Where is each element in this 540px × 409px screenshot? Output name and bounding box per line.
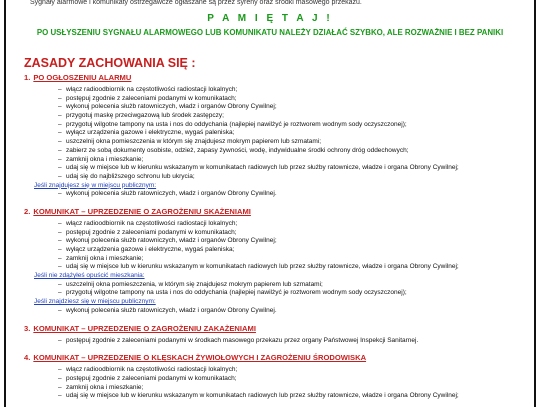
section — [24, 353, 519, 409]
dash-bullet-icon: – — [58, 237, 62, 245]
list-item — [24, 237, 519, 246]
section-number: 2. — [24, 206, 31, 216]
list-item-text: zabierz ze sobą dokumenty osobiste, odzież, zapasy żywności, wodę, indywidualne środki ochrony dróg oddechowych; — [66, 146, 409, 154]
sub-heading: Jeśli nie zdążyłeś opuścić mieszkania: — [34, 272, 145, 280]
dash-bullet-icon: – — [58, 120, 62, 128]
list-item-text: postępuj zgodnie z zaleceniami podanymi w komunikatach; — [66, 94, 237, 102]
list-item-text: wykonuj polecenia służb ratowniczych, władz i organów Obrony Cywilnej; — [66, 103, 277, 111]
list-item — [24, 103, 519, 112]
section-spacer — [24, 199, 519, 207]
list-item-text: postępuj zgodnie z zaleceniami podanymi w środkach masowego przekazu przez organy Państwowej Inspekcji Sanitarnej. — [66, 336, 419, 344]
sub-heading: Jeśli znajdujesz się w miejscu publicznym: — [34, 181, 157, 189]
list-item — [24, 366, 519, 375]
sections-container — [24, 73, 519, 409]
section-number: 4. — [24, 353, 31, 363]
dash-bullet-icon: – — [58, 86, 62, 93]
dash-bullet-icon: – — [58, 164, 62, 172]
list-item-text: wykonuj polecenia służb ratowniczych, władz i organów Obrony Cywilnej. — [66, 190, 277, 198]
section-title — [24, 324, 519, 334]
page-border-left — [4, 0, 6, 407]
list-item — [24, 147, 519, 156]
dash-bullet-icon: – — [58, 392, 62, 400]
list-item — [24, 164, 519, 173]
dash-bullet-icon: – — [58, 374, 62, 382]
dash-bullet-icon: – — [58, 190, 62, 198]
list-item-text: postępuj zgodnie z zaleceniami podanymi w komunikatach; — [66, 374, 237, 382]
section — [24, 73, 519, 207]
dash-bullet-icon: – — [58, 112, 62, 120]
section-number: 3. — [24, 323, 31, 333]
dash-bullet-icon: – — [58, 246, 62, 253]
dash-bullet-icon: – — [58, 228, 62, 236]
dash-bullet-icon: – — [58, 289, 62, 297]
page-heading: ZASADY ZACHOWANIA SIĘ : — [24, 56, 196, 70]
section-title — [24, 353, 519, 363]
dash-bullet-icon: – — [58, 263, 62, 271]
list-item — [24, 307, 519, 316]
list-item — [24, 375, 519, 384]
section — [24, 324, 519, 354]
dash-bullet-icon: – — [58, 254, 62, 262]
list-item — [24, 129, 519, 138]
list-item — [24, 121, 519, 130]
dash-bullet-icon: – — [58, 94, 62, 102]
list-item — [24, 95, 519, 104]
dash-bullet-icon: – — [58, 103, 62, 111]
list-item — [24, 112, 519, 121]
section-title-text: KOMUNIKAT – UPRZEDZENIE O ZAGROŻENIU ZAKAŻENIAMI — [33, 323, 256, 333]
list-item-text: zamknij okna i mieszkanie; — [66, 383, 144, 391]
section-title — [24, 207, 519, 217]
sub-heading: Jeśli znajdziesz się w miejscu publicznym: — [34, 298, 156, 306]
list-item — [24, 229, 519, 238]
section-spacer — [24, 316, 519, 324]
list-item — [24, 392, 519, 401]
dash-bullet-icon: – — [58, 155, 62, 163]
list-item-text: postępuj zgodnie z zaleceniami podanymi w komunikatach; — [66, 228, 237, 236]
list-item-text: wyłącz urządzenia gazowe i elektryczne, wygaś paleniska; — [66, 129, 235, 137]
dash-bullet-icon: – — [58, 336, 62, 344]
section-title-text: KOMUNIKAT – UPRZEDZENIE O ZAGROŻENIU SKAŻENIAMI — [33, 206, 251, 216]
list-item-text: włącz radioodbiornik na częstotliwości radiostacji lokalnych; — [66, 86, 238, 93]
list-item — [24, 86, 519, 95]
list-item-text: udaj się w miejsce lub w kierunku wskazanym w komunikatach radiowych lub przez służby ratownicze, władze i organa Obrony Cywilnej; — [66, 392, 459, 400]
list-item — [24, 156, 519, 165]
section-spacer — [24, 401, 519, 409]
list-item-text: włącz radioodbiornik na częstotliwości radiostacji lokalnych; — [66, 219, 238, 227]
list-item — [24, 281, 519, 290]
dash-bullet-icon: – — [58, 306, 62, 314]
list-item — [24, 337, 519, 346]
section-spacer — [24, 345, 519, 353]
list-item-text: wyłącz urządzenia gazowe i elektryczne, wygaś paleniska; — [66, 246, 235, 253]
list-item-text: uszczelnij okna pomieszczenia, w którym się znajdujesz mokrym papierem lub szmatami; — [66, 280, 323, 288]
banner-subtitle: PO USŁYSZENIU SYGNAŁU ALARMOWEGO LUB KOMUNIKATU NALEŻY DZIAŁAĆ SZYBKO, ALE ROZWAŻNIE I BEZ PANIKI — [36, 27, 504, 37]
dash-bullet-icon: – — [58, 129, 62, 137]
list-item-text: przygotuj wilgotne tampony na usta i nos do oddychania (najlepiej nawilżyć je roztworem wodnym sody oczyszczonej); — [66, 120, 407, 128]
list-item-text: udaj się w miejsce lub w kierunku wskazanym w komunikatach radiowych lub przez służby ratownicze, władze i organa Obrony Cywilnej; — [66, 164, 459, 172]
section-title-text: KOMUNIKAT – UPRZEDZENIE O KLĘSKACH ŻYWIOŁOWYCH I ZAGROŻENIU ŚRODOWISKA — [33, 353, 367, 363]
list-item-text: włącz radioodbiornik na częstotliwości radiostacji lokalnych; — [66, 366, 238, 374]
list-item — [24, 263, 519, 272]
section-title-text: PO OGŁOSZENIU ALARMU — [33, 73, 132, 82]
dash-bullet-icon: – — [58, 146, 62, 154]
list-item-text: wykonuj polecenia służb ratowniczych, władz i organów Obrony Cywilnej. — [66, 306, 277, 314]
list-item — [24, 173, 519, 182]
dash-bullet-icon: – — [58, 280, 62, 288]
section-number: 1. — [24, 73, 31, 82]
banner-title: P A M I Ę T A J ! — [207, 13, 333, 24]
list-item — [24, 384, 519, 393]
list-item-text: zamknij okna i mieszkanie; — [66, 155, 144, 163]
dash-bullet-icon: – — [58, 383, 62, 391]
list-item — [24, 255, 519, 264]
list-item — [24, 190, 519, 199]
top-cut-text: Sygnały alarmowe i komunikaty ostrzegawcze ogłaszane są przez syreny oraz środki masowego przekazu. — [30, 0, 362, 6]
list-item — [24, 220, 519, 229]
list-item — [24, 289, 519, 298]
list-item-text: udaj się do najbliższego schronu lub ukrycia; — [66, 172, 195, 180]
list-item — [24, 138, 519, 147]
dash-bullet-icon: – — [58, 172, 62, 180]
dash-bullet-icon: – — [58, 219, 62, 227]
page-border-right — [534, 0, 536, 407]
list-item-text: wykonuj polecenia służb ratowniczych, władz i organów Obrony Cywilnej; — [66, 237, 277, 245]
dash-bullet-icon: – — [58, 366, 62, 374]
list-item-text: uszczelnij okna pomieszczenia w którym się znajdujesz mokrym papierem lub szmatami; — [66, 138, 322, 146]
list-item-text: przygotuj maskę przeciwgazową lub środek zastępczy; — [66, 112, 224, 120]
list-item — [24, 246, 519, 255]
section — [24, 207, 519, 324]
section-title — [24, 73, 519, 83]
list-item-text: zamknij okna i mieszkanie; — [66, 254, 144, 262]
list-item-text: przygotuj wilgotne tampony na usta i nos do oddychania (najlepiej nawilżyć je roztworem wodnym sody oczyszczonej); — [66, 289, 407, 297]
list-item-text: udaj się w miejsce lub w kierunku wskazanym w komunikatach radiowych lub przez służby ratownicze, władze i organa Obrony Cywilnej; — [66, 263, 459, 271]
dash-bullet-icon: – — [58, 138, 62, 146]
